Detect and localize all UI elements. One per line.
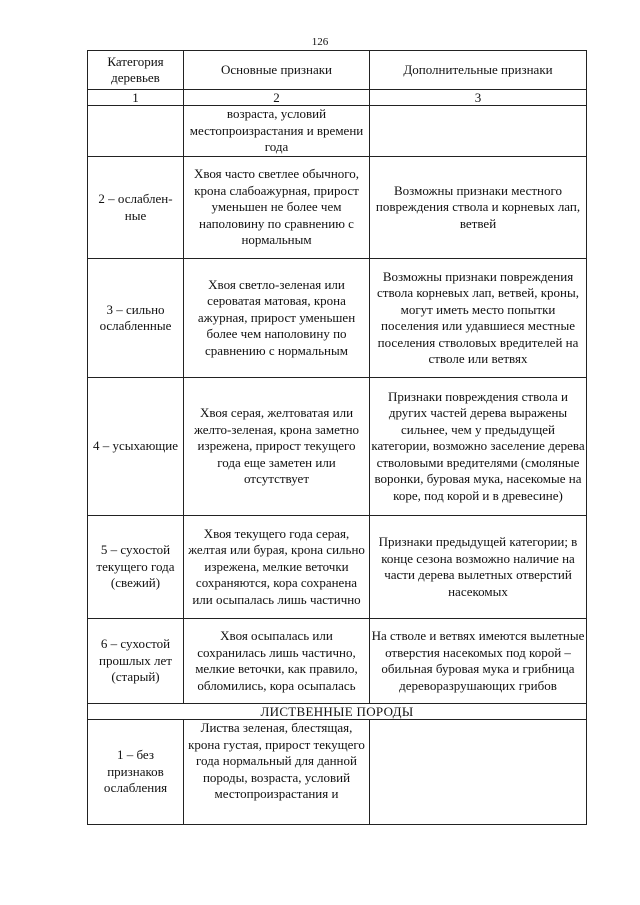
table-row [88, 259, 587, 378]
section-row [88, 704, 587, 720]
main-signs-cell: возраста, условий местопроизрастания и времени года [184, 106, 370, 157]
header-extra-signs: Дополнительные признаки [370, 51, 587, 90]
category-cell: 1 – без признаков ослабления [88, 720, 184, 825]
category-cell: 2 – ослаблен-ные [88, 157, 184, 259]
table-row [88, 516, 587, 619]
page-number: 126 [311, 36, 329, 48]
category-cell: 4 – усыхающие [88, 378, 184, 516]
extra-signs-cell [370, 720, 587, 825]
table-row [88, 619, 587, 704]
column-number-1: 1 [88, 90, 184, 106]
table-header-row [88, 51, 587, 90]
main-signs-cell: Хвоя светло-зеленая или сероватая матовая, крона ажурная, прирост уменьшен более чем наполовину по сравнению с нормальным [184, 259, 370, 378]
column-number-3: 3 [370, 90, 587, 106]
extra-signs-cell: На стволе и ветвях имеются вылетные отверстия насекомых под корой – обильная буровая мука и грибница дереворазрушающих грибов [370, 619, 587, 704]
category-cell: 3 – сильно ослабленные [88, 259, 184, 378]
table-row [88, 157, 587, 259]
column-number-row [88, 90, 587, 106]
header-category: Категория деревьев [88, 51, 184, 90]
table-row [88, 720, 587, 825]
category-cell: 6 – сухостой прошлых лет (старый) [88, 619, 184, 704]
column-number-2: 2 [184, 90, 370, 106]
header-main-signs: Основные признаки [184, 51, 370, 90]
category-cell [88, 106, 184, 157]
main-signs-cell: Хвоя осыпалась или сохранилась лишь частично, мелкие веточки, как правило, обломились, кора осыпалась [184, 619, 370, 704]
extra-signs-cell: Возможны признаки местного повреждения ствола и корневых лап, ветвей [370, 157, 587, 259]
extra-signs-cell: Признаки предыдущей категории; в конце сезона возможно наличие на части дерева вылетных отверстий насекомых [370, 516, 587, 619]
extra-signs-cell: Признаки повреждения ствола и других частей дерева выражены сильнее, чем у предыдущей категории, возможно заселение дерева стволовыми вредителями (смоляные воронки, буровая мука, насекомые на коре, под корой и в древесине) [370, 378, 587, 516]
main-signs-cell: Хвоя серая, желтоватая или желто-зеленая, крона заметно изрежена, прирост текущего года еще заметен или отсутствует [184, 378, 370, 516]
table-row [88, 378, 587, 516]
extra-signs-cell: Возможны признаки повреждения ствола корневых лап, ветвей, кроны, могут иметь место попытки поселения или удавшиеся местные поселения стволовых вредителей на стволе или ветвях [370, 259, 587, 378]
category-cell: 5 – сухостой текущего года (свежий) [88, 516, 184, 619]
extra-signs-cell [370, 106, 587, 157]
tree-category-table [87, 50, 587, 825]
main-signs-cell: Листва зеленая, блестящая, крона густая, прирост текущего года нормальный для данной породы, возраста, условий местопроизрастания и [184, 720, 370, 825]
continuation-row [88, 106, 587, 157]
section-title: ЛИСТВЕННЫЕ ПОРОДЫ [88, 704, 587, 720]
main-signs-cell: Хвоя часто светлее обычного, крона слабоажурная, прирост уменьшен не более чем наполовину по сравнению с нормальным [184, 157, 370, 259]
main-signs-cell: Хвоя текущего года серая, желтая или бурая, крона сильно изрежена, мелкие веточки сохраняются, кора сохранена или осыпалась лишь частично [184, 516, 370, 619]
